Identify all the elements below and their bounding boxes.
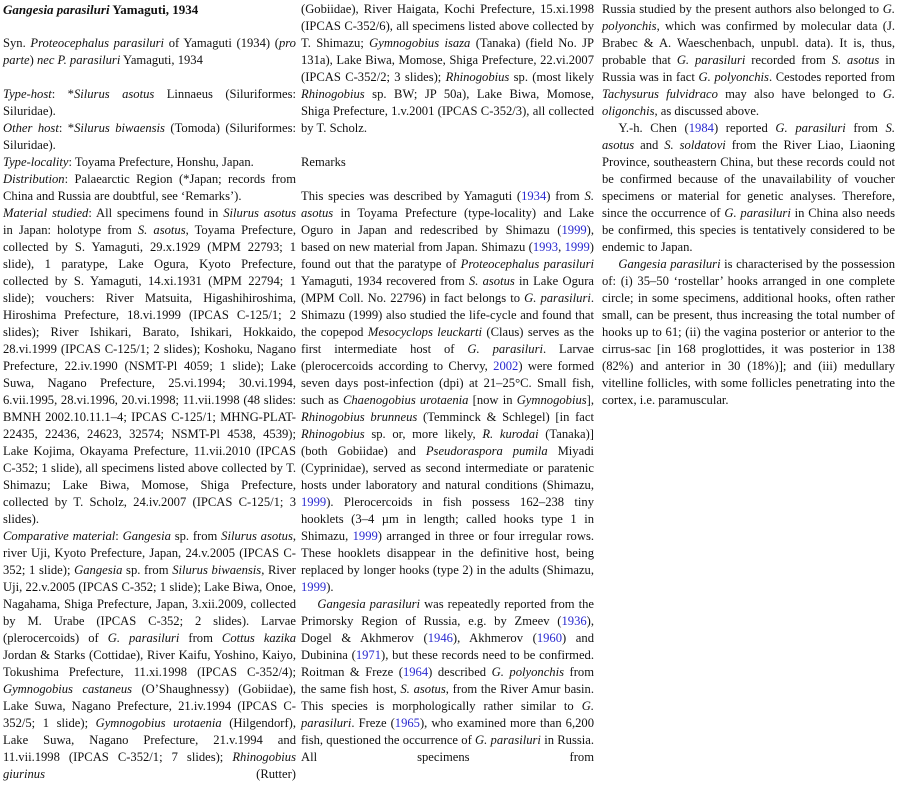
citation-link[interactable]: 1934 bbox=[521, 189, 547, 203]
text-run: ), but these records need to be confirmed. Roitman & Freze ( bbox=[301, 648, 594, 679]
text-run: [now in bbox=[468, 393, 517, 407]
text-run: : All specimens found in bbox=[88, 206, 224, 220]
citation-link[interactable]: 1999 bbox=[352, 529, 378, 543]
text-run: may also have belonged to bbox=[717, 87, 883, 101]
text-run: (Tanaka) (field No. JP 131a), Lake Biwa, Momose, Shiga Prefecture, 22.vi.2007 (IPCAS C-352/2; 3 slides); bbox=[301, 36, 594, 84]
text-run: (Tomoda) (Siluriformes: Siluridae). bbox=[3, 121, 297, 152]
citation-link[interactable]: 1999 bbox=[561, 223, 587, 237]
text-run: . Larvae (plerocercoids according to Chervy, bbox=[301, 342, 595, 373]
italic-text: Type-host bbox=[3, 87, 52, 101]
italic-text: Gangesia bbox=[74, 563, 123, 577]
italic-text: G. parasiluri bbox=[524, 291, 591, 305]
italic-text: Rhinogobius brunneus bbox=[301, 410, 418, 424]
text-run: Y.-h. Chen ( bbox=[618, 121, 689, 135]
italic-text: S. asotus bbox=[468, 274, 515, 288]
text-run: sp. BW; JP 50a), Lake Biwa, Momose, Shiga Prefecture, 1.v.2001 (IPCAS C-352/3), all collected by T. Scholz. bbox=[301, 87, 594, 135]
text-run: (Rutter) bbox=[45, 767, 296, 781]
text-run: . Freze ( bbox=[351, 716, 395, 730]
text-run: in China also needs be confirmed, this species is tentatively considered to be endemic to Japan. bbox=[602, 206, 896, 254]
italic-text: Gangesia parasiluri bbox=[3, 2, 110, 17]
italic-text: Other host bbox=[3, 121, 59, 135]
text-run: (Gobiidae), River Haigata, Kochi Prefecture, 15.xi.1998 (IPCAS C-352/6), all specimens listed above collected by T. Shimazu; bbox=[301, 2, 594, 50]
text-run: Russia studied by the present authors also belonged to bbox=[602, 2, 883, 16]
italic-text: S. asotus bbox=[831, 53, 880, 67]
text-run: recorded from bbox=[745, 53, 832, 67]
text-run: (Claus) serves as the first intermediate host of bbox=[301, 325, 594, 356]
text-run: ) found out that the paratype of bbox=[301, 240, 594, 271]
text-run: , river Uji, Kyoto Prefecture, Japan, 24.v.2005 (IPCAS C-352; 1 slide); bbox=[3, 529, 297, 577]
text-run: in Japan: holotype from bbox=[3, 223, 138, 237]
citation-link[interactable]: 1993 bbox=[532, 240, 559, 254]
italic-text: Gymnogobius isaza bbox=[369, 36, 471, 50]
italic-text: pro parte bbox=[3, 36, 296, 67]
text-run: (Tanaka)] (both Gobiidae) and bbox=[301, 427, 594, 458]
citation-link[interactable]: 1946 bbox=[427, 631, 453, 645]
italic-text: G. parasiluri bbox=[467, 342, 543, 356]
text-run: ) and Dubinina ( bbox=[301, 631, 594, 662]
text-run: is characterised by the possession of: (i) 35–50 ‘rostellar’ hooks arranged in one complete circle; in some specimens, additional hooks, often rather small, can be present, thus increasing the total number of hooks up to 61; (ii) the vagina posterior or anterior to the cirrus-sac [in 168 proglottides, it was posterior in 138 (82%) and anterior in 30 (18%)]; and (iii) medullary vitelline follicles, with some follicles penetrating into the cortex, i.e. paramuscular. bbox=[602, 257, 896, 407]
text-run: (O’Shaughnessy) (Gobiidae), Lake Suwa, Nagano Prefecture, 21.iv.1994 (IPCAS C-352/5; 1 slide); bbox=[3, 682, 296, 730]
text-run: ), based on new material from Japan. Shimazu ( bbox=[301, 223, 594, 254]
text-run: sp. from bbox=[122, 563, 173, 577]
text-run: , which was confirmed by molecular data (J. Brabec & A. Waeschenbach, unpubl. data). It is, thus, probable that bbox=[602, 19, 895, 67]
italic-text: Rhinogobius bbox=[445, 70, 510, 84]
italic-text: G. oligonchis bbox=[602, 87, 895, 118]
text-run: in Toyama Prefecture (type-locality) and Lake Oguro in Japan and redescribed by Shimazu ( bbox=[301, 206, 594, 237]
italic-text: G. parasiluri bbox=[775, 121, 846, 135]
text-run: was repeatedly reported from the Primorsky Region of Russia, e.g. by Zmeev ( bbox=[301, 597, 595, 628]
italic-text: G. parasiluri bbox=[676, 53, 746, 67]
citation-link[interactable]: 1971 bbox=[355, 648, 382, 662]
italic-text: Silurus asotus bbox=[221, 529, 293, 543]
italic-text: S. asotus bbox=[602, 121, 895, 152]
italic-text: G. polyonchis bbox=[602, 2, 895, 33]
italic-text: G. parasiluri bbox=[475, 733, 541, 747]
text-run: Linnaeus (Siluriformes: Siluridae). bbox=[3, 87, 296, 118]
text-run: , River Uji, 22.v.2005 (IPCAS C-352; 1 slide); Lake Biwa, Onoe, Nagahama, Shiga Prefecture, Japan, 3.xii.2009, collected by M. Urabe (IPCAS C-352; 2 slides). Larvae (plerocercoids) of bbox=[3, 563, 296, 645]
text-column-1 bbox=[3, 1, 296, 783]
paragraph bbox=[602, 1, 895, 120]
text-run: . Cestodes reported from bbox=[768, 70, 895, 84]
text-run: Remarks bbox=[301, 155, 346, 169]
italic-text: Type-locality bbox=[3, 155, 69, 169]
citation-link[interactable]: 1936 bbox=[561, 614, 587, 628]
paragraph bbox=[301, 154, 594, 171]
citation-link[interactable]: 2002 bbox=[493, 359, 519, 373]
paragraph bbox=[3, 35, 296, 69]
text-run: : Palaearctic Region (*Japan; records from China and Russia are doubtful, see ‘Remarks’). bbox=[3, 172, 296, 203]
text-run: Jordan & Starks (Cottidae), River Kaifu, Yoshino, Kaiyo, Tokushima Prefecture, 11.xi.1998 (IPCAS C-352/4); bbox=[3, 648, 296, 679]
text-run: ], bbox=[586, 393, 595, 407]
section-heading bbox=[3, 1, 296, 18]
text-run: sp. (most likely bbox=[509, 70, 594, 84]
italic-text: G. parasiluri bbox=[724, 206, 791, 220]
text-run: ) arranged in three or four irregular rows. These hooklets disappear in the definitive host, being replaced by longer hooks (type 2) in the adults (Shimazu, bbox=[301, 529, 594, 577]
text-column-3 bbox=[602, 1, 895, 409]
italic-text: Silurus asotus bbox=[223, 206, 296, 220]
italic-text: Material studied bbox=[3, 206, 89, 220]
paragraph bbox=[3, 528, 296, 783]
text-run: ). Plerocercoids in fish possess 162–238 tiny hooklets (3–4 µm in length; called hooks type 1 in Shimazu, bbox=[301, 495, 594, 543]
text-run: Miyadi (Cyprinidae), served as second intermediate or paratenic hosts under laboratory and natural conditions (Shimazu, bbox=[301, 444, 594, 492]
italic-text: Gymnogobius bbox=[516, 393, 587, 407]
italic-text: Distribution bbox=[3, 172, 65, 186]
paragraph bbox=[602, 256, 895, 409]
text-run: , Toyama Prefecture, collected by S. Yamaguti, 29.x.1929 (MPM 22793; 1 slide), 1 paratype, Lake Ogura, Kyoto Prefecture, collected by S. Yamaguti, 14.xi.1931 (MPM 22794; 1 slide); vouchers: River Matsuita, Higashihiroshima, Hiroshima Prefecture, 18.vi.1999 (IPCAS C-125/1; 2 slides); River Ishikari, Barato, Ishikari, Hokkaido, 28.vi.1999 (IPCAS C-125/1; 2 slides); Koshoku, Nagano Prefecture, 22.iv.1990 (NSMT-Pl 4059; 1 slide); Lake Suwa, Nagano Prefecture, 25.vi.1994; 30.vi.1994, 6.vii.1995, 28.vi.1996, 20.vi.1998; 11.vii.1998 (48 slides: BMNH 2002.10.11.1–4; IPCAS C-125/1; MHNG-PLAT-22435, 22436, 24623, 32574; NSMT-Pl 4538, 4539); Lake Kojima, Okayama Prefecture, 11.vii.2010 (IPCAS C-352; 1 slide), all specimens listed above collected by T. Shimazu; Lake Biwa, Momose, Shiga Prefecture, collected by T. Scholz, 24.iv.2007 (IPCAS C-125/1; 3 slides). bbox=[3, 223, 296, 526]
text-run: This species was described by Yamaguti ( bbox=[301, 189, 522, 203]
paragraph bbox=[301, 188, 594, 596]
text-run: (Hilgendorf), Lake Suwa, Nagano Prefecture, 21.v.1994 and 11.vii.1998 (IPCAS C-352/1; 7 slides); bbox=[3, 716, 297, 764]
text-run: and bbox=[634, 138, 665, 152]
italic-text: Tachysurus fulvidraco bbox=[602, 87, 718, 101]
text-run: , as discussed above. bbox=[654, 104, 760, 118]
italic-text: Pseudoraspora pumila bbox=[425, 444, 548, 458]
text-run: Syn. bbox=[3, 36, 31, 50]
text-run: in Russia. All specimens from bbox=[301, 733, 594, 764]
paragraph bbox=[3, 171, 296, 205]
text-run: , from the River Amur basin. This species is morphologically rather similar to bbox=[301, 682, 594, 713]
text-run: ), who examined more than 6,200 fish, questioned the occurrence of bbox=[301, 716, 594, 747]
paragraph bbox=[3, 86, 296, 120]
italic-text: G. polyonchis bbox=[491, 665, 564, 679]
text-run: ) bbox=[29, 53, 37, 67]
citation-link[interactable]: 1960 bbox=[536, 631, 563, 645]
italic-text: Proteocephalus parasiluri bbox=[30, 36, 165, 50]
italic-text: Chaenogobius urotaenia bbox=[342, 393, 469, 407]
italic-text: Gymnogobius castaneus bbox=[3, 682, 133, 696]
citation-link[interactable]: 1999 bbox=[301, 495, 327, 509]
text-column-2 bbox=[301, 1, 594, 766]
text-run: ), Dogel & Akhmerov ( bbox=[301, 614, 594, 645]
text-run: ) from bbox=[546, 189, 585, 203]
citation-link[interactable]: 1964 bbox=[402, 665, 429, 679]
italic-text: Comparative material bbox=[3, 529, 116, 543]
text-run: , bbox=[558, 240, 565, 254]
text-run: Yamaguti, 1934 bbox=[120, 53, 203, 67]
text-run: (Temminck & Schlegel) [in fact bbox=[417, 410, 594, 424]
text-run: in Russia was in fact bbox=[602, 53, 895, 84]
text-run: : Toyama Prefecture, Honshu, Japan. bbox=[68, 155, 254, 169]
text-run: in Lake Ogura (MPM Coll. No. 22796) in fact belongs to bbox=[301, 274, 595, 305]
paragraph bbox=[3, 120, 296, 154]
italic-text: S. asotus bbox=[137, 223, 186, 237]
text-run: Yamaguti, 1934 bbox=[109, 2, 199, 17]
citation-link[interactable]: 1984 bbox=[688, 121, 714, 135]
citation-link[interactable]: 1999 bbox=[564, 240, 590, 254]
text-run: from bbox=[179, 631, 222, 645]
text-run: from the same fish host, bbox=[301, 665, 594, 696]
paragraph bbox=[301, 1, 594, 137]
text-run: ) described bbox=[428, 665, 492, 679]
text-run: : * bbox=[51, 87, 74, 101]
text-run: ), Akhmerov ( bbox=[452, 631, 537, 645]
italic-text: Cottus kazika bbox=[221, 631, 297, 645]
text-run: from bbox=[845, 121, 886, 135]
italic-text: Gangesia parasiluri bbox=[618, 257, 721, 271]
italic-text: S. soldatovi bbox=[664, 138, 726, 152]
text-run: : bbox=[115, 529, 123, 543]
italic-text: G. parasiluri bbox=[301, 699, 594, 730]
paragraph bbox=[301, 596, 594, 766]
italic-text: S. asotus bbox=[301, 189, 594, 220]
text-run: sp. or, more likely, bbox=[364, 427, 483, 441]
text-run: : * bbox=[58, 121, 75, 135]
italic-text: Proteocephalus parasiluri bbox=[460, 257, 594, 271]
text-run: ) were formed seven days post-infection (dpi) at 21–25°C. Small fish, such as bbox=[301, 359, 594, 407]
italic-text: Silurus asotus bbox=[73, 87, 155, 101]
italic-text: G. parasiluri bbox=[107, 631, 180, 645]
italic-text: R. kurodai bbox=[482, 427, 539, 441]
text-run: from the River Liao, Liaoning Province, southeastern China, but these records could not be confirmed because of the unavailability of voucher specimens or material for genetic analyses. Therefore, since the occurrence of bbox=[602, 138, 895, 220]
italic-text: S. asotus bbox=[400, 682, 446, 696]
italic-text: Gangesia bbox=[122, 529, 171, 543]
italic-text: Gangesia parasiluri bbox=[317, 597, 421, 611]
text-run: Yamaguti, 1934 recovered from bbox=[301, 274, 469, 288]
text-run: sp. from bbox=[170, 529, 222, 543]
italic-text: G. polyonchis bbox=[698, 70, 769, 84]
italic-text: Silurus biwaensis bbox=[74, 121, 165, 135]
text-run: ) reported bbox=[713, 121, 776, 135]
paragraph bbox=[3, 205, 296, 528]
italic-text: Rhinogobius bbox=[301, 87, 365, 101]
citation-link[interactable]: 1999 bbox=[301, 580, 327, 594]
paragraph bbox=[602, 120, 895, 256]
text-run: of Yamaguti (1934) ( bbox=[164, 36, 279, 50]
italic-text: Silurus biwaensis bbox=[172, 563, 262, 577]
italic-text: Mesocyclops leuckarti bbox=[367, 325, 483, 339]
italic-text: Rhinogobius bbox=[301, 427, 365, 441]
italic-text: Rhinogobius giurinus bbox=[3, 750, 296, 781]
citation-link[interactable]: 1965 bbox=[394, 716, 420, 730]
italic-text: Gymnogobius urotaenia bbox=[95, 716, 222, 730]
text-run: . Shimazu (1999) also studied the life-cycle and found that the copepod bbox=[301, 291, 594, 339]
italic-text: nec P. parasiluri bbox=[36, 53, 121, 67]
paragraph bbox=[3, 154, 296, 171]
text-run: ). bbox=[326, 580, 334, 594]
